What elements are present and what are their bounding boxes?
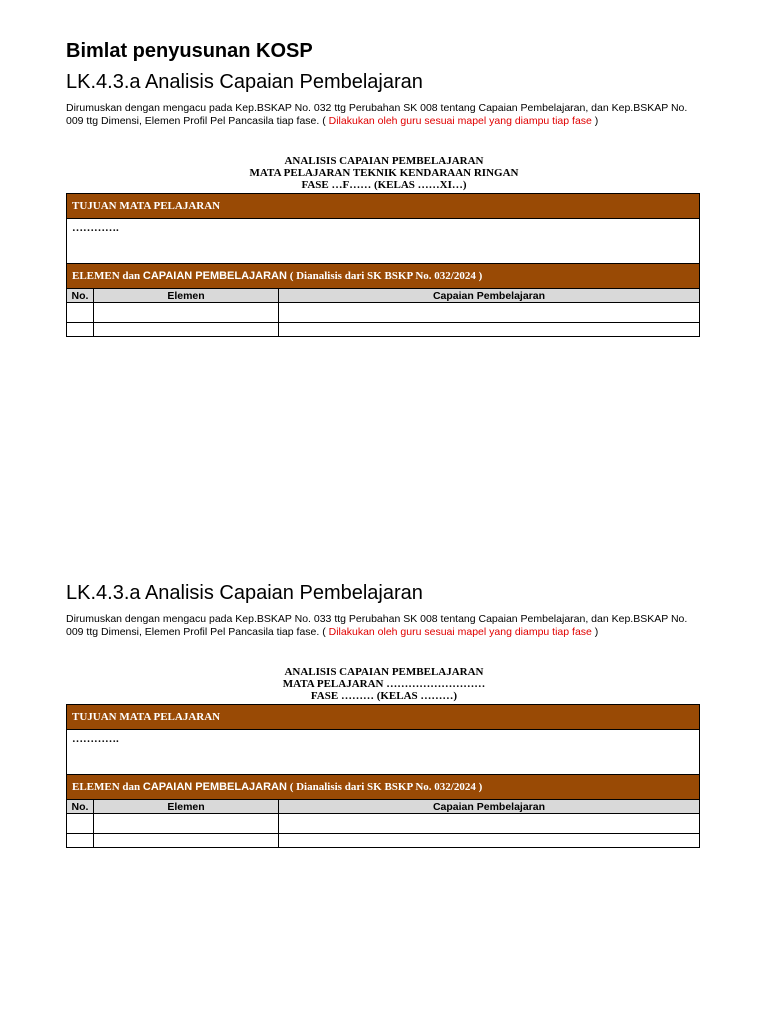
cell-capaian[interactable] [279,814,700,834]
cell-elemen[interactable] [94,323,279,337]
heading-line-2: MATA PELAJARAN TEKNIK KENDARAAN RINGAN [249,167,519,179]
heading-line-1: ANALISIS CAPAIAN PEMBELAJARAN [284,666,484,678]
heading-line-3: FASE ……… (KELAS ………) [310,690,458,702]
elemen-header-pre: ELEMEN dan [72,781,143,793]
column-header-elemen: Elemen [94,800,279,814]
analysis-section-2 [66,580,702,848]
column-header-no: No. [67,800,94,814]
cell-no[interactable] [67,303,94,323]
cell-no[interactable] [67,323,94,337]
column-header-capaian: Capaian Pembelajaran [279,289,700,303]
elemen-header-pre: ELEMEN dan [72,270,143,282]
analysis-table [66,193,700,337]
section-title: LK.4.3.a Analisis Capaian Pembelajaran [66,71,423,93]
tujuan-header: TUJUAN MATA PELAJARAN [67,705,700,730]
column-header-elemen: Elemen [94,289,279,303]
page-title: Bimlat penyusunan KOSP [66,40,313,62]
heading-line-3: FASE …F…… (KELAS ……XI…) [301,179,467,191]
description-text: Dirumuskan dengan mengacu pada Kep.BSKAP No. 033 ttg Perubahan SK 008 tentang Capaian Pembelajaran, dan Kep.BSKAP No. 009 ttg Dimensi, Elemen Profil Pel Pancasila tiap fase. ( [66,613,688,638]
analysis-section-1 [66,69,702,337]
section-description [66,613,702,639]
cell-elemen[interactable] [94,303,279,323]
tujuan-value[interactable]: …………. [67,219,700,264]
elemen-header-post: ( Dianalisis dari SK BSKP No. 032/2024 ) [286,270,483,282]
elemen-header-post: ( Dianalisis dari SK BSKP No. 032/2024 ) [286,781,483,793]
cell-no[interactable] [67,834,94,848]
heading-line-1: ANALISIS CAPAIAN PEMBELAJARAN [284,155,484,167]
elemen-header-mid: CAPAIAN PEMBELAJARAN [142,270,287,282]
description-note: Dilakukan oleh guru sesuai mapel yang diampu tiap fase [325,626,592,638]
cell-capaian[interactable] [279,834,700,848]
column-header-no: No. [67,289,94,303]
table-heading [66,155,702,191]
description-note: Dilakukan oleh guru sesuai mapel yang diampu tiap fase [325,115,592,127]
table-row [67,323,700,337]
description-end: ) [591,626,599,638]
table-row [67,814,700,834]
column-header-capaian: Capaian Pembelajaran [279,800,700,814]
cell-no[interactable] [67,814,94,834]
elemen-header-mid: CAPAIAN PEMBELAJARAN [142,781,287,793]
cell-capaian[interactable] [279,323,700,337]
cell-elemen[interactable] [94,814,279,834]
tujuan-header: TUJUAN MATA PELAJARAN [67,194,700,219]
heading-line-2: MATA PELAJARAN ……………………… [282,678,486,690]
tujuan-value[interactable]: …………. [67,730,700,775]
description-text: Dirumuskan dengan mengacu pada Kep.BSKAP No. 032 ttg Perubahan SK 008 tentang Capaian Pembelajaran, dan Kep.BSKAP No. 009 ttg Dimensi, Elemen Profil Pel Pancasila tiap fase. ( [66,102,688,127]
analysis-table [66,704,700,848]
section-title: LK.4.3.a Analisis Capaian Pembelajaran [66,582,423,604]
section-description [66,102,702,128]
cell-capaian[interactable] [279,303,700,323]
elemen-header [67,775,700,800]
table-row [67,303,700,323]
cell-elemen[interactable] [94,834,279,848]
table-row [67,834,700,848]
elemen-header [67,264,700,289]
description-end: ) [591,115,599,127]
table-heading [66,666,702,702]
